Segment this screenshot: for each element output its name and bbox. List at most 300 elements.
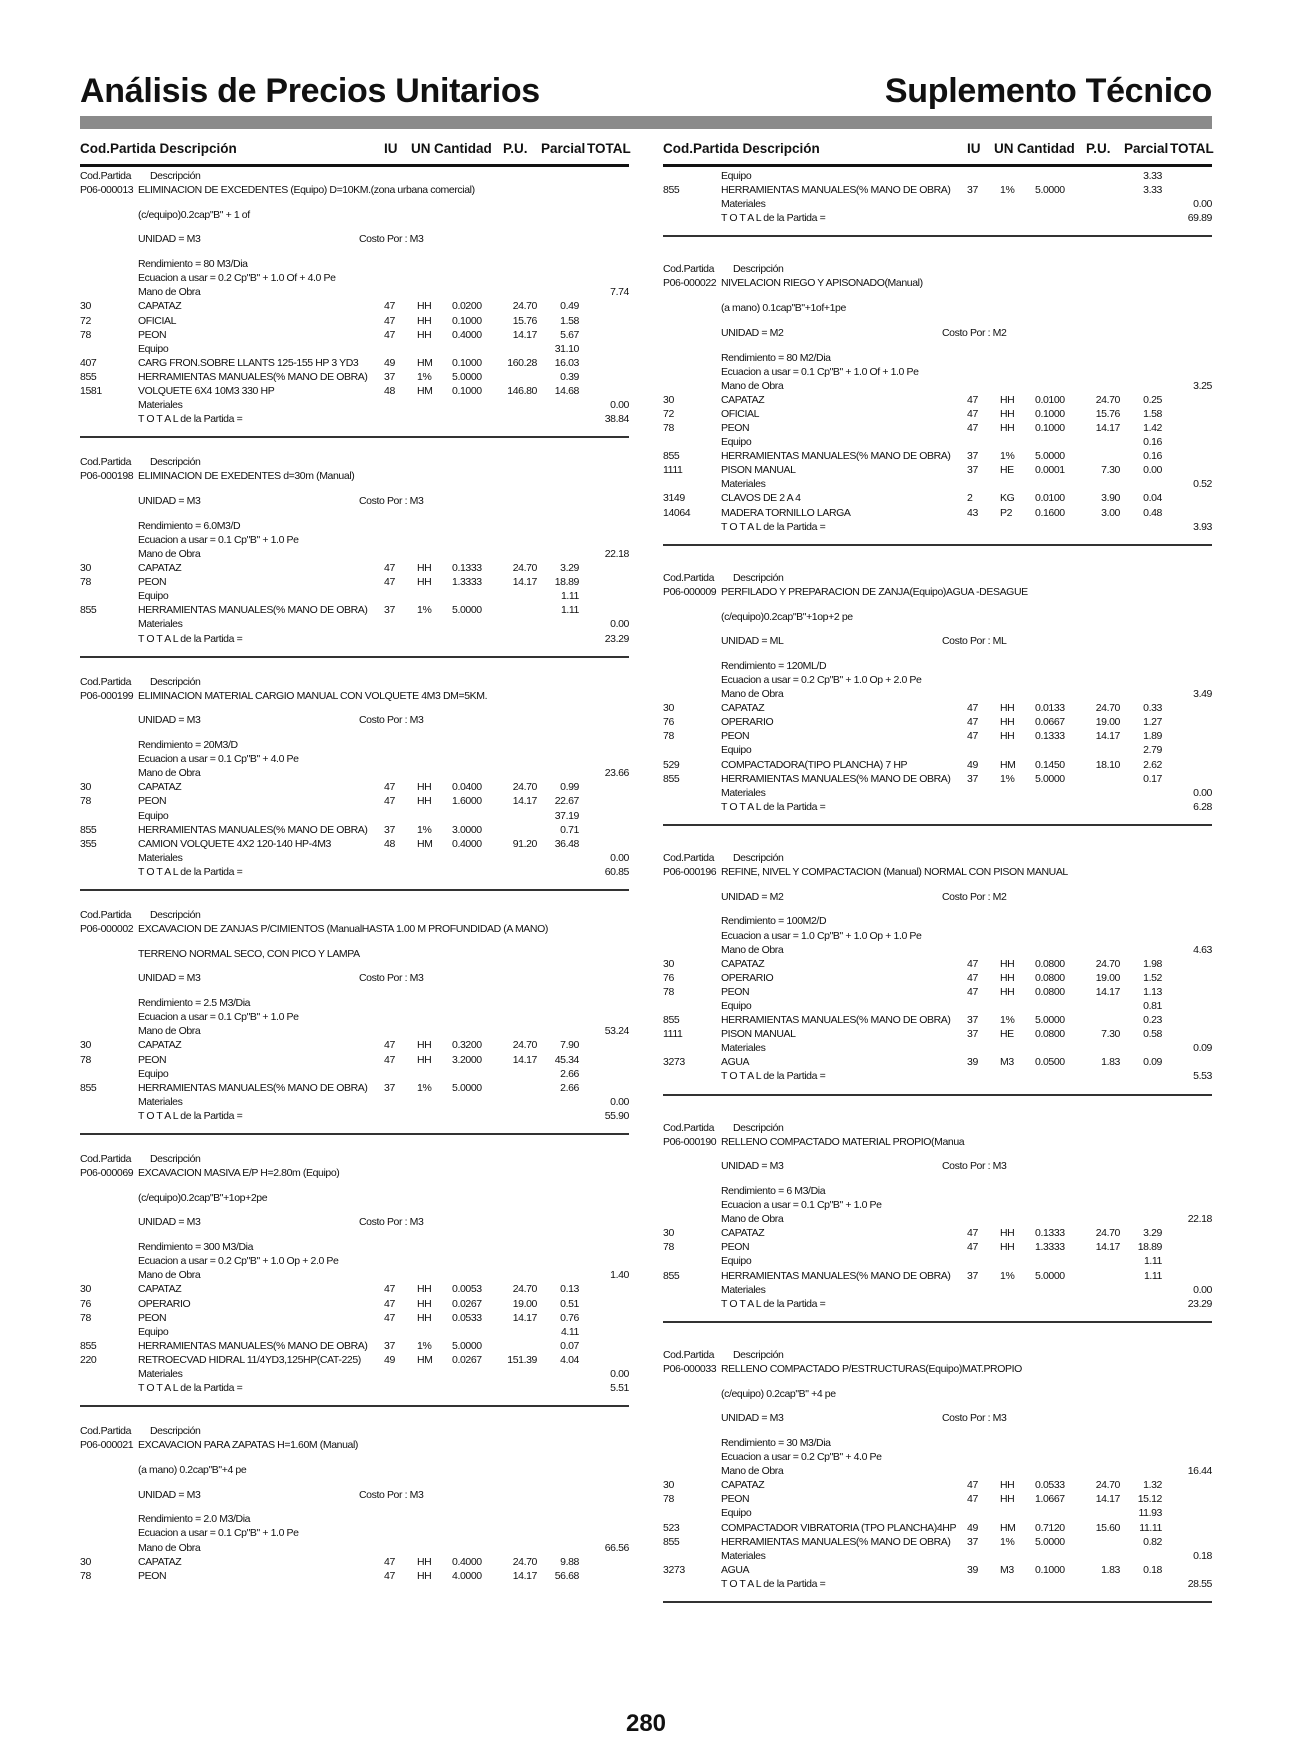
cell-pu: 1.83 [1101, 1563, 1120, 1576]
col-qty: Cantidad [434, 141, 492, 156]
cell-code: P06-000190 [663, 1135, 717, 1148]
cell-parcial: 1.52 [1143, 971, 1162, 984]
cell-code: 30 [663, 702, 674, 715]
cell-cantidad: 5.0000 [1035, 772, 1065, 785]
block-divider [663, 235, 1212, 237]
table-row [80, 1354, 629, 1368]
cell-description: Equipo [138, 342, 169, 355]
text-line [663, 1437, 1212, 1451]
cell-description: Ecuacion a usar = 0.1 Cp"B" + 1.0 Pe [138, 533, 299, 546]
table-row [663, 436, 1212, 450]
cell-description: HERRAMIENTAS MANUALES(% MANO DE OBRA) [721, 772, 951, 785]
cell-code: 355 [80, 837, 97, 850]
cell-cantidad: 5.0000 [452, 1081, 482, 1094]
label-line [80, 1153, 629, 1167]
cell-un: HH [1000, 971, 1015, 984]
cell-description: Materiales [721, 478, 766, 491]
cell-parcial: 0.16 [1143, 436, 1162, 449]
cell-description: T O T A L de la Partida = [721, 1070, 826, 1083]
cell-un: HH [417, 795, 432, 808]
title-line [80, 1167, 629, 1181]
cell-cantidad: 0.1000 [452, 356, 482, 369]
cell-parcial: 0.09 [1143, 1056, 1162, 1069]
cell-cantidad: 1.3333 [452, 576, 482, 589]
cell-parcial: 22.67 [554, 795, 579, 808]
cell-parcial: 0.82 [1143, 1535, 1162, 1548]
cell-description: PEON [721, 1493, 750, 1506]
cell-un: HM [417, 837, 433, 850]
cost-unit: Costo Por : ML [942, 635, 1007, 648]
unit-line [663, 1160, 1212, 1174]
cell-description: Materiales [721, 1042, 766, 1055]
page-title: Análisis de Precios Unitarios [80, 72, 540, 110]
unit-line [80, 495, 629, 509]
cell-code: 78 [663, 1493, 674, 1506]
table-row [80, 329, 629, 343]
cell-description: UNIDAD = M3 [721, 1412, 784, 1425]
cell-description: EXCAVACION MASIVA E/P H=2.80m (Equipo) [138, 1167, 340, 1180]
cell-total: 16.44 [1187, 1465, 1212, 1478]
cell-description: CARG FRON.SOBRE LLANTS 125-155 HP 3 YD3 [138, 356, 359, 369]
cell-code: 76 [663, 971, 674, 984]
cell-un: HH [1000, 957, 1015, 970]
text-line [663, 801, 1212, 815]
cell-iu: 47 [384, 795, 395, 808]
cell-code: 30 [80, 562, 91, 575]
col-un: UN [411, 141, 431, 156]
col-parcial: Parcial [541, 141, 586, 156]
cell-pu: 151.39 [507, 1353, 537, 1366]
cell-total: 0.00 [1193, 786, 1212, 799]
text-line [663, 611, 1212, 625]
cell-un: 1% [417, 1081, 432, 1094]
cell-total: 0.00 [1193, 1283, 1212, 1296]
text-line [663, 198, 1212, 212]
cell-description: PERFILADO Y PREPARACION DE ZANJA(Equipo)AGUA -DESAGUE [721, 585, 1028, 598]
cell-description: Mano de Obra [721, 1465, 784, 1478]
cell-parcial: 37.19 [554, 809, 579, 822]
cell-pu: 160.28 [507, 356, 537, 369]
cell-total: 0.09 [1193, 1042, 1212, 1055]
text-line [80, 767, 629, 781]
cell-description: Mano de Obra [721, 1213, 784, 1226]
cell-code: 78 [663, 1241, 674, 1254]
table-row [80, 1312, 629, 1326]
cell-description: CAPATAZ [721, 702, 765, 715]
cell-pu: 15.60 [1095, 1521, 1120, 1534]
table-row [80, 315, 629, 329]
cell-cantidad: 0.7120 [1035, 1521, 1065, 1534]
cell-code: P06-000009 [663, 585, 717, 598]
col-iu: IU [967, 141, 981, 156]
cell-description: (a mano) 0.1cap"B"+1of+1pe [721, 302, 846, 315]
block-divider [80, 1405, 629, 1407]
header-rule [80, 116, 1212, 129]
cell-pu: 24.70 [1095, 702, 1120, 715]
cell-code: 3273 [663, 1563, 685, 1576]
cell-code: 855 [663, 450, 680, 463]
cell-code: 855 [80, 370, 97, 383]
col-pu: P.U. [503, 141, 528, 156]
cell-description: UNIDAD = M3 [721, 1160, 784, 1173]
cell-description: PEON [138, 576, 167, 589]
cell-iu: 47 [384, 328, 395, 341]
cell-un: HH [417, 1311, 432, 1324]
table-row [80, 1082, 629, 1096]
cell-parcial: 56.68 [554, 1569, 579, 1582]
cell-description: Ecuacion a usar = 0.1 Cp"B" + 1.0 Pe [721, 1199, 882, 1212]
cell-code: 30 [663, 1479, 674, 1492]
table-row [80, 1556, 629, 1570]
cell-total: 4.63 [1193, 943, 1212, 956]
cell-parcial: 36.48 [554, 837, 579, 850]
unit-line [80, 714, 629, 728]
cell-description: CAPATAZ [721, 393, 765, 406]
cell-description: Equipo [138, 809, 169, 822]
cell-cantidad: 3.2000 [452, 1053, 482, 1066]
cell-description: Materiales [138, 851, 183, 864]
cell-description: CLAVOS DE 2 A 4 [721, 492, 801, 505]
cell-code: Cod.Partida [663, 1348, 715, 1361]
cell-parcial: 4.04 [560, 1353, 579, 1366]
table-row [663, 716, 1212, 730]
table-row [663, 1000, 1212, 1014]
cell-iu: 2 [967, 492, 973, 505]
cell-total: 0.00 [610, 1095, 629, 1108]
table-row [80, 1283, 629, 1297]
cell-pu: 3.90 [1101, 492, 1120, 505]
table-row [663, 464, 1212, 478]
cell-description: NIVELACION RIEGO Y APISONADO(Manual) [721, 277, 923, 290]
table-row [663, 507, 1212, 521]
cell-code: Cod.Partida [663, 1121, 715, 1134]
spacer [80, 1478, 629, 1489]
unit-line [80, 972, 629, 986]
col-qty: Cantidad [1017, 141, 1075, 156]
cell-pu: 24.70 [512, 1555, 537, 1568]
cell-parcial: 9.88 [560, 1555, 579, 1568]
cell-cantidad: 5.0000 [1035, 450, 1065, 463]
cell-un: 1% [1000, 1535, 1015, 1548]
cell-total: 0.00 [610, 399, 629, 412]
cell-code: P06-000013 [80, 184, 134, 197]
cell-un: HH [1000, 407, 1015, 420]
cell-code: 30 [80, 1555, 91, 1568]
spacer [663, 905, 1212, 916]
cell-pu: 1.83 [1101, 1056, 1120, 1069]
text-line [663, 1465, 1212, 1479]
cell-cantidad: 0.1000 [1035, 407, 1065, 420]
cell-un: 1% [1000, 772, 1015, 785]
text-line [663, 674, 1212, 688]
cell-description: T O T A L de la Partida = [138, 1382, 243, 1395]
cell-description: CAPATAZ [138, 1039, 182, 1052]
spacer [80, 248, 629, 259]
cell-parcial: 0.58 [1143, 1028, 1162, 1041]
cell-description: T O T A L de la Partida = [138, 632, 243, 645]
cell-description: Rendimiento = 20M3/D [138, 739, 238, 752]
cell-description: Equipo [721, 170, 752, 182]
cell-description: CAPATAZ [138, 1555, 182, 1568]
text-line [663, 380, 1212, 394]
cell-description: UNIDAD = M2 [721, 890, 784, 903]
cell-description: PEON [721, 422, 750, 434]
cell-code: 78 [80, 1053, 91, 1066]
cell-description: T O T A L de la Partida = [138, 413, 243, 426]
spacer [663, 600, 1212, 611]
cell-parcial: 3.29 [560, 562, 579, 575]
cell-pu: 15.76 [1095, 407, 1120, 420]
cell-description: T O T A L de la Partida = [721, 1577, 826, 1590]
cell-cantidad: 0.0053 [452, 1283, 482, 1296]
cell-pu: 19.00 [1095, 971, 1120, 984]
text-line [663, 1185, 1212, 1199]
block-divider [663, 1601, 1212, 1603]
cell-cantidad: 5.0000 [452, 370, 482, 383]
cell-description: Descripción [733, 263, 784, 276]
cell-un: HH [417, 1569, 432, 1582]
cell-code: 30 [663, 1227, 674, 1240]
spacer [663, 1377, 1212, 1388]
cell-code: Cod.Partida [663, 851, 715, 864]
cell-description: UNIDAD = M3 [138, 714, 201, 727]
cell-pu: 14.17 [512, 576, 537, 589]
cell-description: AGUA [721, 1563, 750, 1576]
partida-block [80, 676, 629, 891]
cell-total: 1.40 [610, 1269, 629, 1282]
cell-iu: 47 [967, 393, 978, 406]
block-divider [663, 1321, 1212, 1323]
cell-description: COMPACTADOR VIBRATORIA (TPO PLANCHA)4HP [721, 1521, 957, 1534]
cell-description: Descripción [733, 1121, 784, 1134]
cell-description: PEON [721, 985, 750, 998]
cell-iu: 47 [967, 1227, 978, 1240]
table-row [663, 744, 1212, 758]
cell-cantidad: 1.0667 [1035, 1493, 1065, 1506]
cell-description: Descripción [150, 909, 201, 921]
cell-code: 523 [663, 1521, 680, 1534]
cell-description: Materiales [721, 198, 766, 211]
cell-code: 1111 [663, 1028, 683, 1041]
cell-description: Rendimiento = 2.5 M3/Dia [138, 997, 251, 1010]
title-line [663, 586, 1212, 600]
cell-iu: 47 [384, 314, 395, 327]
cell-cantidad: 0.0001 [1035, 464, 1065, 477]
cell-parcial: 1.32 [1143, 1479, 1162, 1492]
cell-description: (a mano) 0.2cap"B"+4 pe [138, 1463, 247, 1476]
spacer [663, 625, 1212, 636]
cell-parcial: 2.66 [560, 1081, 579, 1094]
cell-un: HH [417, 781, 432, 794]
right-column [663, 170, 1212, 1603]
cell-description: Rendimiento = 100M2/D [721, 915, 827, 928]
cell-parcial: 1.11 [560, 590, 579, 603]
spacer [80, 1181, 629, 1192]
cell-description: PEON [138, 1311, 167, 1324]
cell-code: 76 [80, 1297, 91, 1310]
text-line [663, 212, 1212, 226]
cost-unit: Costo Por : M3 [942, 1412, 1007, 1425]
cell-iu: 37 [967, 1535, 978, 1548]
spacer [80, 223, 629, 234]
cell-description: Equipo [138, 590, 169, 603]
cell-description: PISON MANUAL [721, 1028, 796, 1041]
unit-line [80, 1216, 629, 1230]
cell-description: UNIDAD = M2 [721, 326, 784, 339]
cost-unit: Costo Por : M2 [942, 326, 1007, 339]
cell-total: 53.24 [604, 1025, 629, 1038]
cell-iu: 39 [967, 1056, 978, 1069]
text-line [80, 618, 629, 632]
table-row [80, 562, 629, 576]
cell-pu: 24.70 [1095, 393, 1120, 406]
cell-total: 28.55 [1187, 1577, 1212, 1590]
cell-description: Mano de Obra [138, 767, 201, 780]
cell-iu: 47 [384, 1311, 395, 1324]
col-total: TOTAL [587, 141, 631, 156]
cell-un: HM [417, 356, 433, 369]
cell-description: Materiales [138, 399, 183, 412]
spacer [80, 1206, 629, 1217]
label-line [80, 676, 629, 690]
spacer [80, 1503, 629, 1514]
cost-unit: Costo Por : M3 [359, 233, 424, 246]
cell-description: HERRAMIENTAS MANUALES(% MANO DE OBRA) [138, 1339, 368, 1352]
cell-code: P06-000069 [80, 1167, 134, 1180]
cell-iu: 47 [384, 1039, 395, 1052]
cell-parcial: 18.89 [554, 576, 579, 589]
table-row [80, 1298, 629, 1312]
col-pu: P.U. [1086, 141, 1111, 156]
cell-un: 1% [417, 1339, 432, 1352]
cell-description: Materiales [138, 1368, 183, 1380]
table-row [663, 958, 1212, 972]
cell-un: HH [1000, 393, 1015, 406]
col-code-desc: Cod.Partida Descripción [80, 141, 237, 156]
cell-description: Mano de Obra [138, 1269, 201, 1282]
partida-block [80, 1425, 629, 1584]
cell-parcial: 3.33 [1143, 184, 1162, 197]
cell-iu: 47 [967, 985, 978, 998]
table-row [663, 1270, 1212, 1284]
cell-description: Descripción [733, 851, 784, 864]
cell-description: Equipo [721, 744, 752, 757]
cell-iu: 47 [967, 1241, 978, 1254]
text-line [663, 1199, 1212, 1213]
cell-description: Ecuacion a usar = 0.2 Cp"B" + 1.0 Op + 2.0 Pe [721, 674, 922, 686]
cell-description: CAPATAZ [721, 957, 765, 970]
table-row [663, 759, 1212, 773]
cell-total: 3.49 [1193, 688, 1212, 701]
cell-description: Equipo [721, 1255, 752, 1268]
cell-parcial: 0.13 [560, 1283, 579, 1296]
title-line [80, 1439, 629, 1453]
cell-parcial: 0.71 [560, 823, 579, 836]
cell-description: T O T A L de la Partida = [721, 800, 826, 813]
cell-parcial: 2.62 [1143, 758, 1162, 771]
table-row [663, 1227, 1212, 1241]
cell-description: PISON MANUAL [721, 464, 796, 477]
text-line [80, 1513, 629, 1527]
cell-code: P06-000033 [663, 1362, 717, 1375]
cell-pu: 14.17 [1095, 985, 1120, 998]
cell-description: OPERARIO [721, 716, 774, 729]
text-line [80, 413, 629, 427]
cell-total: 3.25 [1193, 379, 1212, 392]
text-line [80, 1527, 629, 1541]
cell-cantidad: 0.1333 [452, 562, 482, 575]
cell-un: HH [417, 314, 432, 327]
cell-code: 78 [663, 422, 674, 434]
cell-description: Ecuacion a usar = 0.2 Cp"B" + 1.0 Of + 4.0 Pe [138, 272, 336, 285]
cell-code: Cod.Partida [80, 1153, 132, 1165]
cell-description: REFINE, NIVEL Y COMPACTACION (Manual) NORMAL CON PISON MANUAL [721, 866, 1068, 879]
cell-parcial: 18.89 [1137, 1241, 1162, 1254]
cell-code: Cod.Partida [80, 170, 132, 182]
cell-un: HM [1000, 1521, 1016, 1534]
table-row [80, 300, 629, 314]
cell-un: HH [1000, 1493, 1015, 1506]
cell-pu: 14.17 [512, 1569, 537, 1582]
cell-pu: 7.30 [1101, 1028, 1120, 1041]
cell-iu: 47 [967, 971, 978, 984]
cell-parcial: 2.79 [1143, 744, 1162, 757]
cell-cantidad: 3.0000 [452, 823, 482, 836]
cell-pu: 14.17 [1095, 1241, 1120, 1254]
cell-parcial: 0.16 [1143, 450, 1162, 463]
cell-iu: 47 [384, 562, 395, 575]
cell-description: Mano de Obra [138, 1541, 201, 1554]
cell-un: HH [417, 1297, 432, 1310]
spacer [80, 484, 629, 495]
cell-code: 78 [663, 730, 674, 743]
col-total: TOTAL [1170, 141, 1214, 156]
cell-cantidad: 0.0800 [1035, 985, 1065, 998]
table-row [663, 408, 1212, 422]
cell-cantidad: 0.0800 [1035, 971, 1065, 984]
cell-cantidad: 5.0000 [452, 604, 482, 617]
cell-pu: 19.00 [512, 1297, 537, 1310]
text-line [80, 258, 629, 272]
cell-iu: 48 [384, 385, 395, 397]
cell-parcial: 0.07 [560, 1339, 579, 1352]
cell-cantidad: 5.0000 [1035, 1269, 1065, 1282]
cell-iu: 49 [384, 1353, 395, 1366]
cell-code: 855 [663, 1535, 680, 1548]
cell-cantidad: 0.1000 [452, 385, 482, 397]
cell-code: P06-000196 [663, 866, 717, 879]
cell-iu: 49 [967, 758, 978, 771]
text-line [663, 1451, 1212, 1465]
text-line [80, 520, 629, 534]
cell-code: 30 [80, 1283, 91, 1296]
spacer [80, 728, 629, 739]
cost-unit: Costo Por : M2 [942, 890, 1007, 903]
cell-pu: 14.17 [512, 795, 537, 808]
cell-description: Rendimiento = 80 M2/Dia [721, 351, 831, 364]
unit-line [663, 1412, 1212, 1426]
cell-total: 22.18 [604, 547, 629, 560]
table-row [663, 1056, 1212, 1070]
cell-description: HERRAMIENTAS MANUALES(% MANO DE OBRA) [721, 1014, 951, 1027]
cell-code: 30 [80, 1039, 91, 1052]
cell-code: 78 [663, 985, 674, 998]
cell-description: CAPATAZ [138, 781, 182, 794]
cell-description: Rendimiento = 80 M3/Dia [138, 258, 248, 271]
cell-total: 23.29 [1187, 1297, 1212, 1310]
text-line [80, 1542, 629, 1556]
text-line [663, 915, 1212, 929]
